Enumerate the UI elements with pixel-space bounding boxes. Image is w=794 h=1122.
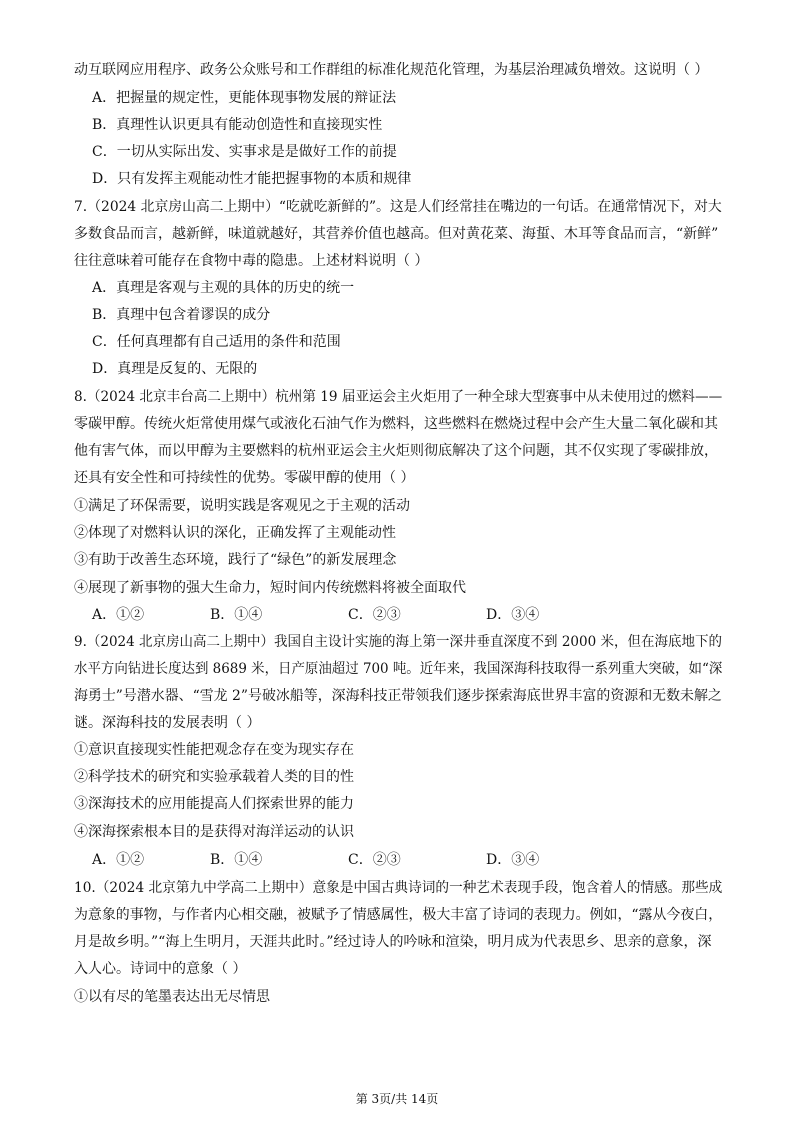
statement-3: ③深海技术的应用能提高人们探索世界的能力	[74, 796, 354, 812]
paragraph-line: 海勇士”号潜水器、“雪龙 2”号破冰船等，深海科技正带领我们逐步探索海底世界丰富的资源和无数未解之	[74, 688, 722, 704]
question-8-stem: 8.（2024 北京丰台高二上期中）杭州第 19 届亚运会主火炬用了一种全球大型赛事中从未使用过的燃料——	[74, 389, 723, 405]
option-d: D．③④	[486, 607, 540, 623]
option-a: A．①②	[92, 852, 145, 868]
q9-options-row	[92, 850, 572, 870]
paragraph-line: 为意象的事物，与作者内心相交融，被赋予了情感属性，极大丰富了诗词的表现力。例如，“露从今夜白，	[74, 907, 723, 923]
question-7-stem: 7.（2024 北京房山高二上期中）“吃就吃新鲜的”。这是人们经常挂在嘴边的一句话。在通常情况下，对大	[74, 199, 722, 215]
statement-4: ④深海探索根本目的是获得对海洋运动的认识	[74, 824, 354, 840]
paragraph-line: 月是故乡明。”“海上生明月，天涯共此时。”经过诗人的吟咏和渲染，明月成为代表思乡、思亲的意象，深	[74, 934, 712, 950]
option-b: B．①④	[210, 607, 263, 623]
option-c: C．②③	[348, 607, 401, 623]
statement-1: ①满足了环保需要，说明实践是客观见之于主观的活动	[74, 498, 410, 514]
paragraph-line: 他有害气体，而以甲醇为主要燃料的杭州亚运会主火炬则彻底解决了这个问题，其不仅实现了零碳排放，	[74, 443, 718, 459]
option-b: B．真理性认识更具有能动创造性和直接现实性	[92, 117, 383, 133]
option-d: D．③④	[486, 852, 540, 868]
statement-1: ①意识直接现实性能把观念存在变为现实存在	[74, 742, 354, 758]
option-b: B．真理中包含着谬误的成分	[92, 307, 271, 323]
paragraph-line: 往往意味着可能存在食物中毒的隐患。上述材料说明（ ）	[74, 253, 429, 269]
option-c: C．任何真理都有自己适用的条件和范围	[92, 334, 341, 350]
paragraph-line: 多数食品而言，越新鲜，味道就越好，其营养价值也越高。但对黄花菜、海蜇、木耳等食品而言，“新鲜”	[74, 226, 719, 242]
option-d: D．真理是反复的、无限的	[92, 361, 258, 377]
statement-2: ②体现了对燃料认识的深化，正确发挥了主观能动性	[74, 525, 396, 541]
paragraph-line: 动互联网应用程序、政务公众账号和工作群组的标准化规范化管理，为基层治理减负增效。这说明（ ）	[74, 62, 709, 78]
page-number: 第 3页/共 14页	[355, 1092, 439, 1106]
paragraph-line: 零碳甲醇。传统火炬常使用煤气或液化石油气作为燃料，这些燃料在燃烧过程中会产生大量二氧化碳和其	[74, 416, 718, 432]
paragraph-line: 谜。深海科技的发展表明（ ）	[74, 715, 261, 731]
statement-4: ④展现了新事物的强大生命力，短时间内传统燃料将被全面取代	[74, 580, 466, 596]
paragraph-line: 还具有安全性和可持续性的优势。零碳甲醇的使用（ ）	[74, 470, 415, 486]
paragraph-line: 水平方向钻进长度达到 8689 米，日产原油超过 700 吨。近年来，我国深海科技取得一系列重大突破，如“深	[74, 661, 723, 677]
statement-1: ①以有尽的笔墨表达出无尽情思	[74, 989, 270, 1005]
paragraph-line: 入人心。诗词中的意象（ ）	[74, 961, 247, 977]
question-9-stem: 9.（2024 北京房山高二上期中）我国自主设计实施的海上第一深井垂直深度不到 2000 米，但在海底地下的	[74, 634, 722, 650]
q8-options-row	[92, 605, 572, 625]
statement-3: ③有助于改善生态环境，践行了“绿色”的新发展理念	[74, 552, 397, 568]
statement-2: ②科学技术的研究和实验承载着人类的目的性	[74, 769, 354, 785]
option-a: A．把握量的规定性，更能体现事物发展的辩证法	[92, 90, 397, 106]
question-10-stem: 10.（2024 北京第九中学高二上期中）意象是中国古典诗词的一种艺术表现手段，饱含着人的情感。那些成	[74, 880, 723, 896]
option-a: A．真理是客观与主观的具体的历史的统一	[92, 280, 355, 296]
option-d: D．只有发挥主观能动性才能把握事物的本质和规律	[92, 171, 412, 187]
option-a: A．①②	[92, 607, 145, 623]
option-c: C．②③	[348, 852, 401, 868]
option-b: B．①④	[210, 852, 263, 868]
option-c: C．一切从实际出发、实事求是是做好工作的前提	[92, 144, 397, 160]
